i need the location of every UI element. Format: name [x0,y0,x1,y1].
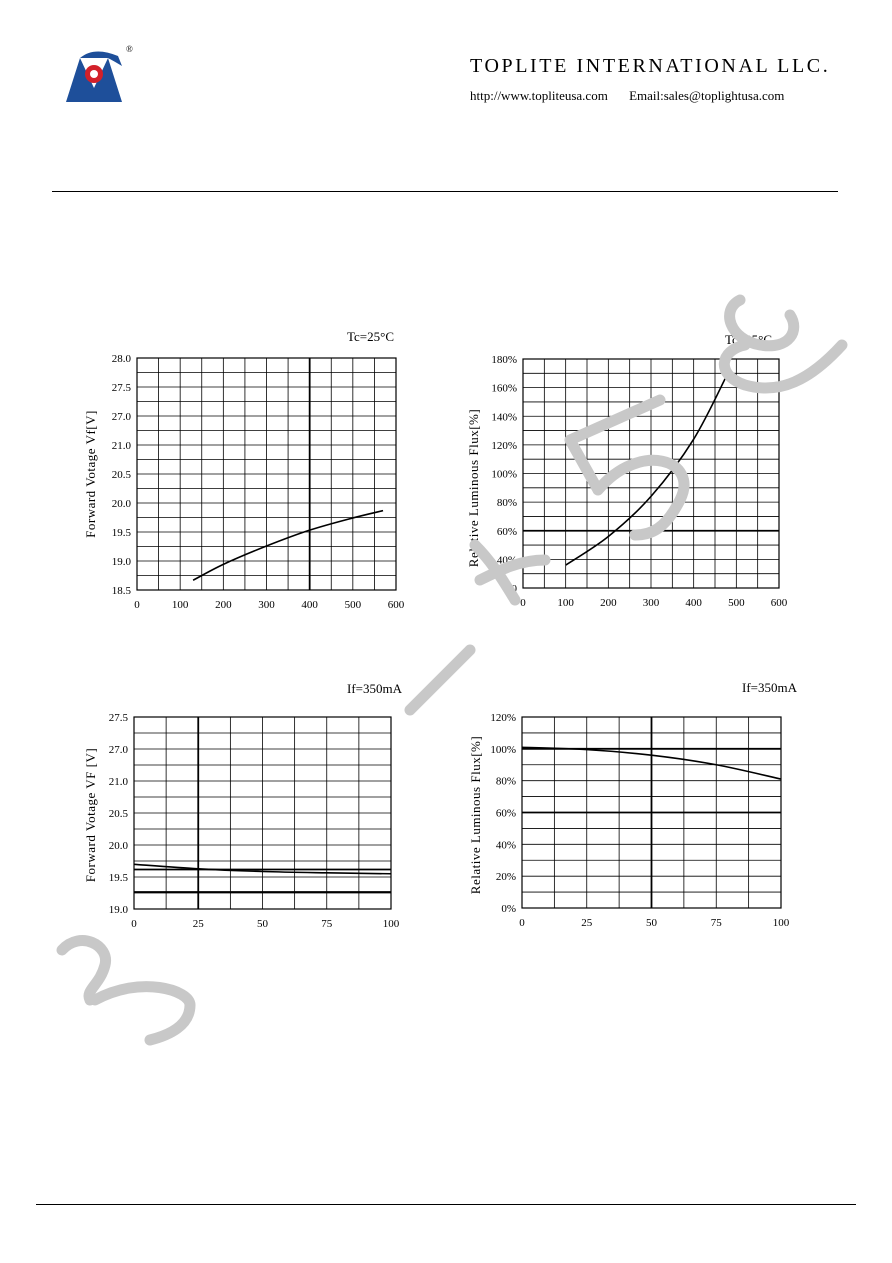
y-tick-label: 120% [491,439,517,452]
email-link[interactable]: Email:sales@toplightusa.com [629,88,785,103]
y-tick-label: 100% [491,468,517,481]
y-tick-label: 40% [496,554,517,567]
y-tick-label: 20.5 [111,469,131,481]
y-tick-label: 20.0 [111,498,131,510]
website-link[interactable]: http://www.topliteusa.com [470,88,608,103]
y-tick-label: 20% [495,871,516,884]
x-tick-label: 0 [519,917,525,929]
y-tick-label: 21.0 [108,776,128,788]
y-axis-label: Forward Votage Vf[V] [83,410,98,538]
y-tick-label: 20.5 [108,808,128,820]
y-tick-label: 120% [490,712,516,724]
y-tick-label: 27.5 [108,712,128,724]
x-tick-label: 400 [685,597,702,609]
x-tick-label: 50 [646,917,657,929]
y-axis-label: Forward Votage VF [V] [83,747,98,883]
y-tick-label: 27.0 [108,744,128,756]
x-tick-label: 100 [171,599,189,611]
x-tick-label: 0 [520,597,526,609]
x-tick-label: 100 [772,917,790,929]
condition-label: If=350mA [742,680,797,695]
x-tick-label: 25 [581,917,593,929]
x-tick-label: 600 [387,599,405,611]
condition-label: Tc=25°C [724,332,772,347]
y-tick-label: 80% [495,775,516,788]
x-tick-label: 200 [215,599,232,611]
y-axis-label: Relative Luminous Flux[%] [466,408,481,568]
y-tick-label: 19.0 [111,556,131,568]
x-tick-label: 400 [301,599,318,611]
y-tick-label: 0% [501,903,516,915]
y-tick-label: 20.0 [108,840,128,852]
condition-label: Tc=25°C [346,329,394,344]
y-tick-label: 20 [506,583,517,595]
y-tick-label: 19.0 [108,904,128,916]
y-tick-label: 60% [495,807,516,820]
x-tick-label: 600 [770,597,788,609]
y-tick-label: 19.5 [108,872,128,884]
x-tick-label: 100 [382,918,400,930]
x-tick-label: 75 [710,917,722,929]
x-tick-label: 300 [642,597,660,609]
y-tick-label: 28.0 [111,353,131,365]
x-tick-label: 100 [557,597,574,609]
x-tick-label: 500 [728,597,745,609]
y-axis-label: Relative Luminous Flux[%] [468,735,483,895]
x-tick-label: 0 [131,918,137,930]
x-tick-label: 75 [321,918,333,930]
y-tick-label: 100% [490,743,516,756]
x-tick-label: 0 [134,599,140,611]
y-tick-label: 27.0 [111,411,131,423]
y-tick-label: 40% [495,839,516,852]
x-tick-label: 50 [257,918,268,930]
y-tick-label: 140% [491,411,517,424]
x-tick-label: 200 [600,597,617,609]
y-tick-label: 21.0 [111,440,131,452]
x-tick-label: 25 [192,918,204,930]
y-tick-label: 19.5 [111,527,131,539]
x-tick-label: 500 [344,599,362,611]
condition-label: If=350mA [347,681,402,696]
y-tick-label: 27.5 [111,382,131,394]
registered-mark: ® [126,44,133,54]
footer-divider [36,1204,856,1205]
y-tick-label: 180% [491,354,517,366]
x-tick-label: 300 [258,599,275,611]
company-name: TOPLITE INTERNATIONAL LLC. [470,55,831,77]
y-tick-label: 80% [496,497,517,510]
y-tick-label: 160% [491,382,517,395]
y-tick-label: 60% [496,525,517,538]
y-tick-label: 18.5 [111,585,131,597]
